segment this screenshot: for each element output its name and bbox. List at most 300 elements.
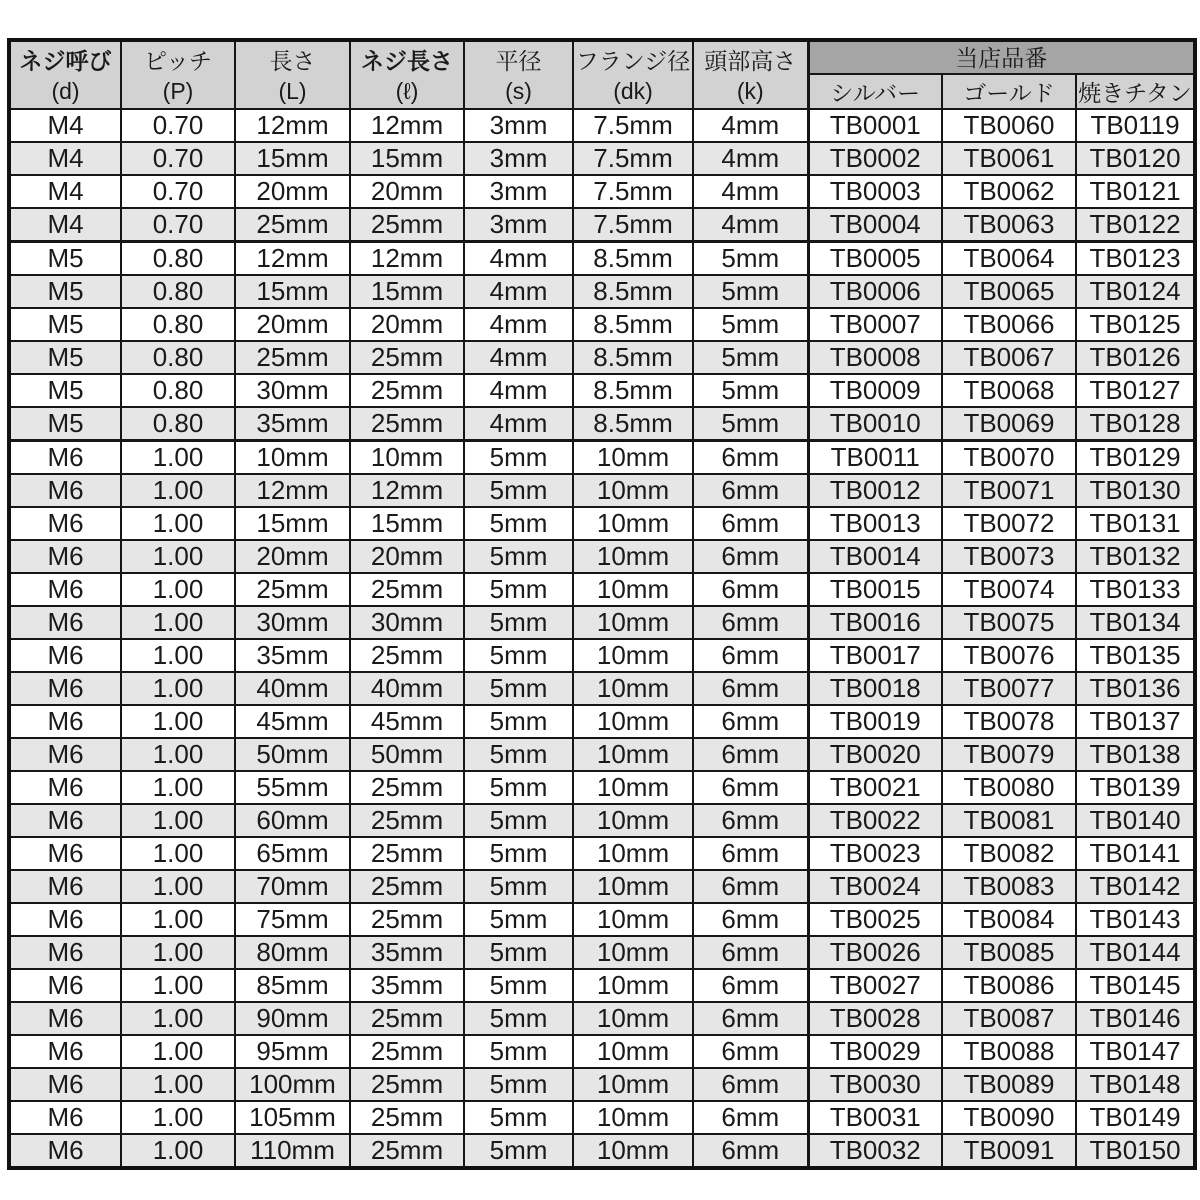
table-cell: 25mm bbox=[350, 407, 464, 441]
table-cell: TB0080 bbox=[942, 771, 1076, 804]
table-cell: 25mm bbox=[350, 1068, 464, 1101]
table-cell: TB0130 bbox=[1076, 474, 1195, 507]
table-cell: 5mm bbox=[693, 407, 808, 441]
table-cell: 5mm bbox=[464, 738, 573, 771]
table-row bbox=[9, 1002, 1195, 1035]
table-cell: 5mm bbox=[464, 672, 573, 705]
table-cell: TB0025 bbox=[808, 903, 942, 936]
col-header-burnt-titanium: 焼きチタン bbox=[1076, 74, 1195, 109]
table-row bbox=[9, 308, 1195, 341]
table-cell: M4 bbox=[9, 109, 121, 142]
table-cell: 10mm bbox=[573, 969, 693, 1002]
table-cell: TB0060 bbox=[942, 109, 1076, 142]
table-cell: 25mm bbox=[350, 903, 464, 936]
table-cell: M6 bbox=[9, 804, 121, 837]
table-cell: 3mm bbox=[464, 109, 573, 142]
table-cell: TB0065 bbox=[942, 275, 1076, 308]
table-cell: 25mm bbox=[350, 639, 464, 672]
table-cell: 12mm bbox=[235, 474, 350, 507]
table-row bbox=[9, 771, 1195, 804]
table-cell: 40mm bbox=[350, 672, 464, 705]
table-cell: TB0067 bbox=[942, 341, 1076, 374]
table-cell: 5mm bbox=[464, 1002, 573, 1035]
table-cell: 70mm bbox=[235, 870, 350, 903]
table-cell: 1.00 bbox=[121, 1035, 235, 1068]
table-cell: 6mm bbox=[693, 507, 808, 540]
table-row bbox=[9, 208, 1195, 242]
table-cell: TB0032 bbox=[808, 1134, 942, 1168]
table-cell: TB0133 bbox=[1076, 573, 1195, 606]
table-cell: TB0089 bbox=[942, 1068, 1076, 1101]
table-cell: 5mm bbox=[464, 1101, 573, 1134]
table-cell: TB0018 bbox=[808, 672, 942, 705]
table-cell: 25mm bbox=[350, 870, 464, 903]
table-cell: 20mm bbox=[350, 308, 464, 341]
table-cell: 4mm bbox=[464, 308, 573, 341]
table-cell: M4 bbox=[9, 142, 121, 175]
table-cell: TB0148 bbox=[1076, 1068, 1195, 1101]
table-cell: 1.00 bbox=[121, 474, 235, 507]
table-cell: 55mm bbox=[235, 771, 350, 804]
col-header-label: ネジ長さ bbox=[361, 47, 453, 74]
table-cell: 10mm bbox=[573, 870, 693, 903]
table-cell: TB0021 bbox=[808, 771, 942, 804]
col-header-sub: (ℓ) bbox=[395, 77, 419, 104]
table-cell: TB0073 bbox=[942, 540, 1076, 573]
table-cell: 5mm bbox=[464, 573, 573, 606]
table-cell: 6mm bbox=[693, 804, 808, 837]
table-cell: M6 bbox=[9, 1134, 121, 1168]
table-cell: TB0129 bbox=[1076, 441, 1195, 475]
table-cell: 100mm bbox=[235, 1068, 350, 1101]
table-cell: 4mm bbox=[693, 142, 808, 175]
table-cell: TB0141 bbox=[1076, 837, 1195, 870]
table-cell: 0.80 bbox=[121, 275, 235, 308]
table-cell: TB0128 bbox=[1076, 407, 1195, 441]
table-cell: TB0149 bbox=[1076, 1101, 1195, 1134]
table-cell: 12mm bbox=[350, 109, 464, 142]
table-cell: TB0090 bbox=[942, 1101, 1076, 1134]
table-cell: 4mm bbox=[464, 407, 573, 441]
table-cell: 1.00 bbox=[121, 936, 235, 969]
table-cell: 15mm bbox=[235, 142, 350, 175]
table-cell: TB0009 bbox=[808, 374, 942, 407]
table-cell: TB0030 bbox=[808, 1068, 942, 1101]
col-header-sub: (k) bbox=[736, 77, 764, 104]
col-header-label: ピッチ bbox=[143, 47, 213, 74]
table-row bbox=[9, 474, 1195, 507]
table-cell: M5 bbox=[9, 242, 121, 276]
table-cell: TB0068 bbox=[942, 374, 1076, 407]
table-cell: TB0086 bbox=[942, 969, 1076, 1002]
table-cell: 25mm bbox=[350, 771, 464, 804]
table-row bbox=[9, 109, 1195, 142]
col-header-label: 頭部高さ bbox=[704, 47, 797, 74]
table-cell: M6 bbox=[9, 1035, 121, 1068]
table-cell: 10mm bbox=[573, 738, 693, 771]
table-cell: M6 bbox=[9, 441, 121, 475]
table-cell: 25mm bbox=[350, 837, 464, 870]
table-cell: M6 bbox=[9, 606, 121, 639]
table-cell: 110mm bbox=[235, 1134, 350, 1168]
table-cell: 10mm bbox=[573, 1101, 693, 1134]
table-cell: M6 bbox=[9, 507, 121, 540]
table-cell: TB0001 bbox=[808, 109, 942, 142]
table-cell: 0.80 bbox=[121, 341, 235, 374]
col-header-pitch bbox=[121, 40, 235, 109]
table-cell: 5mm bbox=[464, 507, 573, 540]
table-cell: 10mm bbox=[573, 837, 693, 870]
table-cell: 0.70 bbox=[121, 142, 235, 175]
table-cell: TB0134 bbox=[1076, 606, 1195, 639]
table-cell: 15mm bbox=[235, 275, 350, 308]
table-cell: 80mm bbox=[235, 936, 350, 969]
table-cell: 50mm bbox=[350, 738, 464, 771]
table-cell: 10mm bbox=[573, 903, 693, 936]
table-row bbox=[9, 407, 1195, 441]
table-cell: 4mm bbox=[464, 341, 573, 374]
table-cell: 5mm bbox=[464, 870, 573, 903]
table-row bbox=[9, 175, 1195, 208]
table-cell: 20mm bbox=[235, 308, 350, 341]
table-cell: 1.00 bbox=[121, 804, 235, 837]
table-row bbox=[9, 804, 1195, 837]
table-cell: 5mm bbox=[464, 1134, 573, 1168]
table-cell: M6 bbox=[9, 1002, 121, 1035]
table-cell: 10mm bbox=[573, 606, 693, 639]
table-cell: 5mm bbox=[464, 441, 573, 475]
table-cell: 8.5mm bbox=[573, 275, 693, 308]
table-cell: 4mm bbox=[464, 242, 573, 276]
table-cell: TB0146 bbox=[1076, 1002, 1195, 1035]
table-cell: 7.5mm bbox=[573, 109, 693, 142]
table-row bbox=[9, 142, 1195, 175]
table-cell: TB0063 bbox=[942, 208, 1076, 242]
table-cell: 10mm bbox=[235, 441, 350, 475]
table-cell: TB0022 bbox=[808, 804, 942, 837]
table-cell: 30mm bbox=[235, 374, 350, 407]
table-cell: 25mm bbox=[350, 1002, 464, 1035]
table-cell: 8.5mm bbox=[573, 308, 693, 341]
table-cell: TB0016 bbox=[808, 606, 942, 639]
table-cell: 10mm bbox=[573, 705, 693, 738]
table-cell: TB0082 bbox=[942, 837, 1076, 870]
table-cell: 1.00 bbox=[121, 1134, 235, 1168]
table-cell: 6mm bbox=[693, 474, 808, 507]
table-cell: 5mm bbox=[464, 936, 573, 969]
table-cell: 25mm bbox=[350, 374, 464, 407]
table-cell: TB0120 bbox=[1076, 142, 1195, 175]
col-header-gold: ゴールド bbox=[942, 74, 1076, 109]
col-header-sub: (dk) bbox=[613, 77, 653, 104]
table-cell: 0.80 bbox=[121, 374, 235, 407]
table-cell: 15mm bbox=[350, 507, 464, 540]
table-cell: 35mm bbox=[235, 407, 350, 441]
col-header-sub: (d) bbox=[51, 77, 80, 104]
table-cell: 1.00 bbox=[121, 639, 235, 672]
table-cell: TB0135 bbox=[1076, 639, 1195, 672]
table-cell: 7.5mm bbox=[573, 208, 693, 242]
table-cell: 6mm bbox=[693, 1068, 808, 1101]
table-cell: 10mm bbox=[573, 804, 693, 837]
table-cell: 25mm bbox=[350, 1134, 464, 1168]
table-cell: TB0139 bbox=[1076, 771, 1195, 804]
table-cell: 4mm bbox=[693, 175, 808, 208]
table-row bbox=[9, 936, 1195, 969]
table-cell: TB0143 bbox=[1076, 903, 1195, 936]
table-cell: TB0031 bbox=[808, 1101, 942, 1134]
table-cell: TB0027 bbox=[808, 969, 942, 1002]
table-cell: TB0017 bbox=[808, 639, 942, 672]
col-header-product-number-group: 当店品番 bbox=[808, 40, 1195, 74]
table-cell: 10mm bbox=[573, 573, 693, 606]
table-cell: 1.00 bbox=[121, 573, 235, 606]
table-cell: 5mm bbox=[464, 606, 573, 639]
col-header-sub: (L) bbox=[278, 77, 307, 104]
table-cell: M6 bbox=[9, 738, 121, 771]
table-row bbox=[9, 639, 1195, 672]
table-cell: 25mm bbox=[235, 573, 350, 606]
table-cell: TB0013 bbox=[808, 507, 942, 540]
col-header-label: フランジ径 bbox=[575, 47, 691, 74]
table-cell: TB0145 bbox=[1076, 969, 1195, 1002]
table-cell: TB0076 bbox=[942, 639, 1076, 672]
table-cell: M6 bbox=[9, 705, 121, 738]
table-cell: TB0126 bbox=[1076, 341, 1195, 374]
table-cell: M6 bbox=[9, 837, 121, 870]
table-cell: 5mm bbox=[693, 308, 808, 341]
table-cell: TB0072 bbox=[942, 507, 1076, 540]
table-cell: M5 bbox=[9, 341, 121, 374]
table-cell: TB0122 bbox=[1076, 208, 1195, 242]
table-cell: M5 bbox=[9, 407, 121, 441]
table-cell: 0.70 bbox=[121, 109, 235, 142]
table-cell: 5mm bbox=[464, 705, 573, 738]
table-cell: M6 bbox=[9, 474, 121, 507]
table-cell: M6 bbox=[9, 1068, 121, 1101]
table-cell: 1.00 bbox=[121, 969, 235, 1002]
table-cell: 5mm bbox=[693, 242, 808, 276]
table-cell: 45mm bbox=[235, 705, 350, 738]
table-cell: 1.00 bbox=[121, 606, 235, 639]
table-cell: 85mm bbox=[235, 969, 350, 1002]
table-cell: 0.80 bbox=[121, 308, 235, 341]
table-cell: 6mm bbox=[693, 903, 808, 936]
table-cell: 15mm bbox=[235, 507, 350, 540]
table-cell: 6mm bbox=[693, 870, 808, 903]
col-header-head-height bbox=[693, 40, 808, 109]
col-header-sub: (P) bbox=[162, 77, 194, 104]
table-cell: 10mm bbox=[350, 441, 464, 475]
table-cell: 1.00 bbox=[121, 837, 235, 870]
table-cell: 15mm bbox=[350, 142, 464, 175]
table-cell: 95mm bbox=[235, 1035, 350, 1068]
table-cell: 10mm bbox=[573, 672, 693, 705]
table-cell: TB0083 bbox=[942, 870, 1076, 903]
table-cell: TB0088 bbox=[942, 1035, 1076, 1068]
col-header-sub: (s) bbox=[505, 77, 532, 104]
table-cell: TB0127 bbox=[1076, 374, 1195, 407]
table-cell: TB0020 bbox=[808, 738, 942, 771]
table-cell: 25mm bbox=[235, 208, 350, 242]
table-cell: 12mm bbox=[350, 242, 464, 276]
table-cell: TB0010 bbox=[808, 407, 942, 441]
table-cell: 10mm bbox=[573, 1035, 693, 1068]
table-cell: 20mm bbox=[350, 175, 464, 208]
table-cell: TB0066 bbox=[942, 308, 1076, 341]
table-cell: TB0028 bbox=[808, 1002, 942, 1035]
table-cell: TB0087 bbox=[942, 1002, 1076, 1035]
table-cell: 25mm bbox=[350, 1035, 464, 1068]
table-cell: 10mm bbox=[573, 639, 693, 672]
table-cell: 1.00 bbox=[121, 870, 235, 903]
table-cell: 6mm bbox=[693, 672, 808, 705]
table-cell: M5 bbox=[9, 275, 121, 308]
table-cell: 1.00 bbox=[121, 441, 235, 475]
table-cell: 5mm bbox=[464, 474, 573, 507]
table-cell: TB0074 bbox=[942, 573, 1076, 606]
table-cell: 105mm bbox=[235, 1101, 350, 1134]
table-cell: 20mm bbox=[350, 540, 464, 573]
table-cell: TB0091 bbox=[942, 1134, 1076, 1168]
table-cell: 10mm bbox=[573, 474, 693, 507]
table-cell: 6mm bbox=[693, 771, 808, 804]
table-cell: 6mm bbox=[693, 441, 808, 475]
table-cell: 8.5mm bbox=[573, 407, 693, 441]
table-cell: 35mm bbox=[350, 936, 464, 969]
table-cell: M6 bbox=[9, 969, 121, 1002]
table-cell: 7.5mm bbox=[573, 175, 693, 208]
table-cell: M4 bbox=[9, 175, 121, 208]
table-cell: 7.5mm bbox=[573, 142, 693, 175]
table-cell: 3mm bbox=[464, 175, 573, 208]
table-cell: TB0069 bbox=[942, 407, 1076, 441]
table-cell: 12mm bbox=[350, 474, 464, 507]
table-cell: TB0137 bbox=[1076, 705, 1195, 738]
table-cell: 1.00 bbox=[121, 540, 235, 573]
table-row bbox=[9, 606, 1195, 639]
table-cell: M6 bbox=[9, 903, 121, 936]
table-cell: 25mm bbox=[350, 804, 464, 837]
table-cell: TB0014 bbox=[808, 540, 942, 573]
table-cell: 3mm bbox=[464, 142, 573, 175]
table-cell: 40mm bbox=[235, 672, 350, 705]
table-row bbox=[9, 540, 1195, 573]
table-cell: 0.80 bbox=[121, 407, 235, 441]
table-cell: 0.70 bbox=[121, 208, 235, 242]
table-cell: 25mm bbox=[350, 341, 464, 374]
table-cell: TB0026 bbox=[808, 936, 942, 969]
table-cell: M6 bbox=[9, 540, 121, 573]
table-cell: TB0077 bbox=[942, 672, 1076, 705]
table-cell: 10mm bbox=[573, 1134, 693, 1168]
spec-table bbox=[7, 38, 1197, 1170]
table-cell: 1.00 bbox=[121, 507, 235, 540]
table-cell: 4mm bbox=[464, 275, 573, 308]
header-row-main bbox=[9, 40, 1195, 74]
col-header-flat-width bbox=[464, 40, 573, 109]
table-row bbox=[9, 441, 1195, 475]
table-cell: 6mm bbox=[693, 1101, 808, 1134]
table-cell: 1.00 bbox=[121, 1002, 235, 1035]
table-cell: 5mm bbox=[464, 903, 573, 936]
table-cell: TB0144 bbox=[1076, 936, 1195, 969]
table-cell: 30mm bbox=[350, 606, 464, 639]
table-row bbox=[9, 242, 1195, 276]
table-cell: TB0150 bbox=[1076, 1134, 1195, 1168]
table-cell: 6mm bbox=[693, 837, 808, 870]
table-cell: 6mm bbox=[693, 1134, 808, 1168]
table-cell: 10mm bbox=[573, 441, 693, 475]
table-cell: 8.5mm bbox=[573, 242, 693, 276]
spec-table-body bbox=[9, 109, 1195, 1168]
table-cell: TB0006 bbox=[808, 275, 942, 308]
table-cell: TB0140 bbox=[1076, 804, 1195, 837]
table-cell: 90mm bbox=[235, 1002, 350, 1035]
table-cell: 6mm bbox=[693, 1002, 808, 1035]
table-cell: 4mm bbox=[693, 208, 808, 242]
table-cell: TB0003 bbox=[808, 175, 942, 208]
table-cell: 20mm bbox=[235, 540, 350, 573]
table-cell: 10mm bbox=[573, 540, 693, 573]
table-cell: M5 bbox=[9, 374, 121, 407]
table-cell: 5mm bbox=[464, 837, 573, 870]
table-cell: 10mm bbox=[573, 507, 693, 540]
table-cell: 1.00 bbox=[121, 1101, 235, 1134]
table-row bbox=[9, 275, 1195, 308]
table-cell: 6mm bbox=[693, 639, 808, 672]
col-header-length bbox=[235, 40, 350, 109]
table-cell: TB0004 bbox=[808, 208, 942, 242]
table-cell: TB0071 bbox=[942, 474, 1076, 507]
table-cell: 4mm bbox=[693, 109, 808, 142]
table-cell: TB0064 bbox=[942, 242, 1076, 276]
table-row bbox=[9, 903, 1195, 936]
table-cell: TB0119 bbox=[1076, 109, 1195, 142]
table-cell: 5mm bbox=[693, 275, 808, 308]
table-cell: 6mm bbox=[693, 606, 808, 639]
table-cell: 5mm bbox=[693, 341, 808, 374]
table-cell: 10mm bbox=[573, 771, 693, 804]
table-cell: TB0019 bbox=[808, 705, 942, 738]
table-cell: TB0012 bbox=[808, 474, 942, 507]
table-cell: TB0061 bbox=[942, 142, 1076, 175]
table-cell: TB0011 bbox=[808, 441, 942, 475]
table-cell: 5mm bbox=[693, 374, 808, 407]
table-cell: 6mm bbox=[693, 936, 808, 969]
table-cell: 6mm bbox=[693, 540, 808, 573]
table-cell: 25mm bbox=[350, 1101, 464, 1134]
table-cell: 6mm bbox=[693, 969, 808, 1002]
table-cell: TB0078 bbox=[942, 705, 1076, 738]
table-cell: 1.00 bbox=[121, 771, 235, 804]
table-cell: TB0085 bbox=[942, 936, 1076, 969]
table-cell: 12mm bbox=[235, 109, 350, 142]
table-cell: M6 bbox=[9, 639, 121, 672]
table-cell: TB0125 bbox=[1076, 308, 1195, 341]
table-row bbox=[9, 837, 1195, 870]
table-cell: 65mm bbox=[235, 837, 350, 870]
table-cell: TB0029 bbox=[808, 1035, 942, 1068]
table-cell: 8.5mm bbox=[573, 341, 693, 374]
table-cell: M6 bbox=[9, 1101, 121, 1134]
table-cell: 60mm bbox=[235, 804, 350, 837]
table-row bbox=[9, 672, 1195, 705]
col-header-thread-length bbox=[350, 40, 464, 109]
table-row bbox=[9, 507, 1195, 540]
table-cell: 10mm bbox=[573, 936, 693, 969]
col-header-flange-diameter bbox=[573, 40, 693, 109]
